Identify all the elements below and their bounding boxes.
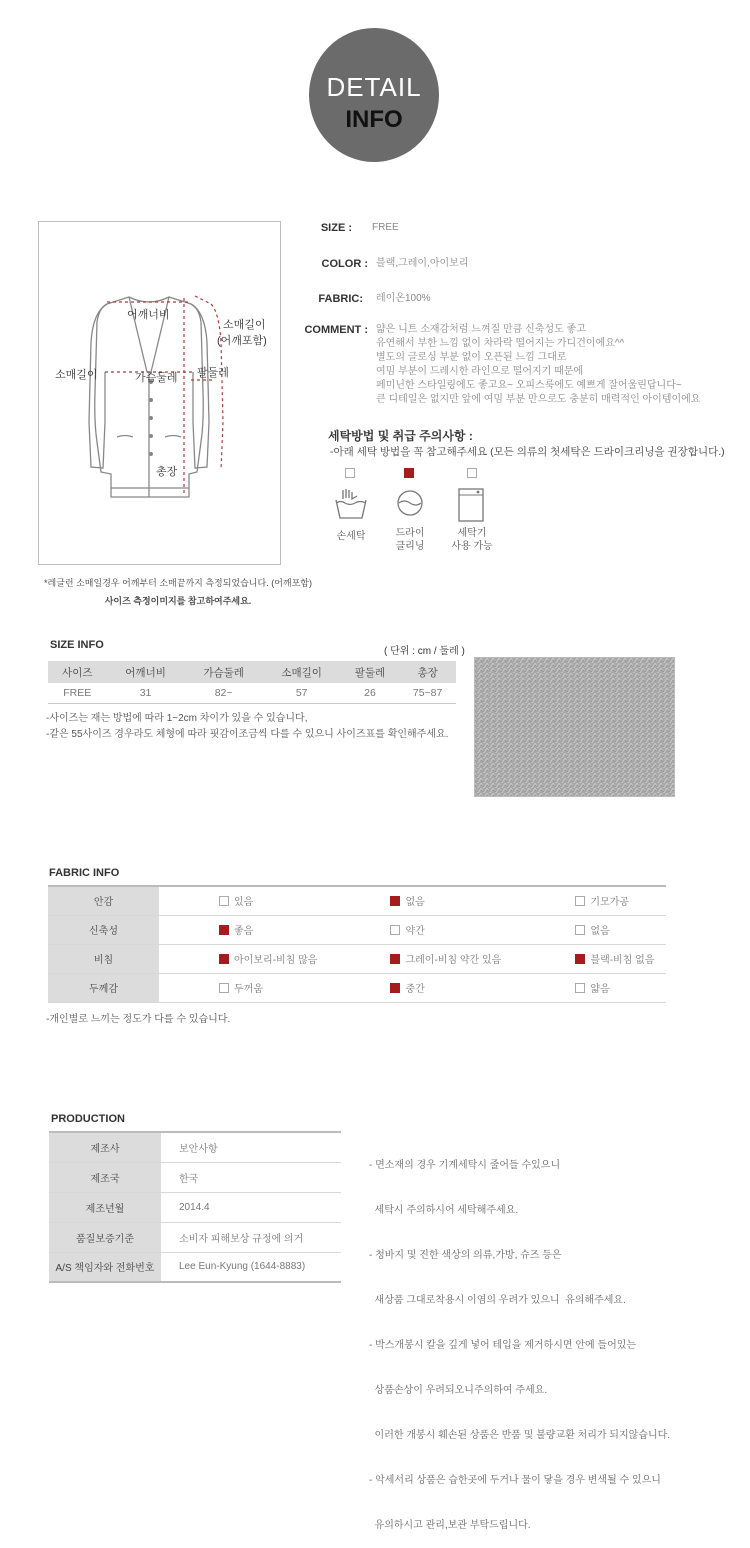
option-text: 얇음 xyxy=(590,984,610,995)
table-row xyxy=(49,1252,341,1282)
size-unit: ( 단위 : cm / 둘레 ) xyxy=(384,646,465,657)
option-text: 없음 xyxy=(590,926,610,937)
option-text: 없음 xyxy=(405,897,425,909)
fabric-row-label: 안감 xyxy=(48,886,159,915)
production-note-line: 상품손상이 우려되오니주의하여 주세요. xyxy=(369,1385,548,1396)
production-note-line: - 악세서리 상품은 습한곳에 두거나 물이 닿을 경우 변색될 수 있으니 xyxy=(369,1475,661,1486)
production-value: 소비자 피해보상 규정에 의거 xyxy=(161,1222,341,1252)
option-text: 아이보리-비침 많음 xyxy=(234,955,318,966)
option-text: 두꺼움 xyxy=(234,984,263,995)
production-note-line: 유의하시고 관리,보관 부탁드립니다. xyxy=(369,1520,531,1531)
size-cell: 75~87 xyxy=(399,683,456,703)
option-checkbox xyxy=(575,896,585,906)
option-checkbox xyxy=(219,983,229,993)
option-checkbox xyxy=(575,983,585,993)
size-cell: 26 xyxy=(341,683,400,703)
care-machine-label xyxy=(442,527,502,553)
washing-machine-icon xyxy=(457,487,485,523)
diagram-note-line: *레글런 소매일경우 어깨부터 소매끝까지 측정되었습니다. (어깨포함) xyxy=(44,578,312,588)
option-text: 그레이-비침 약간 있음 xyxy=(405,955,502,966)
label-sleeve-incl: (어깨포함) xyxy=(217,335,267,347)
fabric-texture-image xyxy=(474,657,675,797)
option-text: 좋음 xyxy=(234,926,254,937)
spec-fabric-key: FABRIC: xyxy=(318,293,363,305)
label-chest: 가슴둘레 xyxy=(135,372,178,384)
fabric-option xyxy=(330,886,515,915)
label-shoulder: 어깨너비 xyxy=(127,309,170,321)
spec-comment-key: COMMENT : xyxy=(304,324,368,336)
fabric-option xyxy=(159,886,330,915)
production-value: 보안사항 xyxy=(161,1132,341,1162)
comment-line: 얇은 니트 소재감처럼 느껴질 만큼 신축성도 좋고 xyxy=(376,324,586,335)
care-hand-wash-checkbox xyxy=(345,468,355,478)
care-title: 세탁방법 및 취급 주의사항 : xyxy=(328,429,473,443)
option-checkbox xyxy=(219,896,229,906)
care-label-line: 손세탁 xyxy=(336,531,366,542)
size-diagram xyxy=(38,221,281,565)
production-value: Lee Eun-Kyung (1644-8883) xyxy=(161,1252,341,1282)
production-value: 한국 xyxy=(161,1162,341,1192)
table-row xyxy=(49,1162,341,1192)
production-note-line: 세탁시 주의하시어 세탁해주세요. xyxy=(369,1205,519,1216)
table-row xyxy=(49,1222,341,1252)
care-label-line: 드라이 xyxy=(395,528,425,539)
option-text: 블랙-비침 없음 xyxy=(590,955,655,966)
size-header-cell: 어깨너비 xyxy=(107,661,185,683)
care-machine-checkbox xyxy=(467,468,477,478)
fabric-row-label: 비침 xyxy=(48,944,159,973)
production-value: 2014.4 xyxy=(161,1192,341,1222)
knit-texture-pattern xyxy=(475,658,675,797)
option-checkbox xyxy=(390,954,400,964)
diagram-note xyxy=(38,574,318,610)
size-header-cell: 팔둘레 xyxy=(341,661,400,683)
fabric-option xyxy=(515,886,666,915)
production-note-line: - 청바지 및 진한 색상의 의류,가방, 슈즈 등은 xyxy=(369,1250,562,1261)
diagram-note-line: 사이즈 측정이미지를 참고하여주세요. xyxy=(104,596,252,606)
fabric-table xyxy=(48,885,666,1003)
badge-line1: DETAIL xyxy=(326,72,422,102)
size-table xyxy=(48,661,456,704)
size-cell: 82~ xyxy=(185,683,263,703)
hand-wash-icon xyxy=(333,486,369,522)
table-row xyxy=(49,1192,341,1222)
care-label-line: 사용 가능 xyxy=(451,541,493,552)
size-notes xyxy=(46,711,448,743)
fabric-row-label: 신축성 xyxy=(48,915,159,944)
production-note-line: - 박스개봉시 칼을 깊게 넣어 테입을 제거하시면 안에 들어있는 xyxy=(369,1340,637,1351)
fabric-option xyxy=(515,973,666,1002)
spec-color-key: COLOR : xyxy=(321,258,368,270)
fabric-option xyxy=(515,915,666,944)
option-checkbox xyxy=(575,925,585,935)
table-row xyxy=(48,944,666,973)
table-row xyxy=(48,915,666,944)
care-subtitle: -아래 세탁 방법을 꼭 참고해주세요 (모든 의류의 첫세탁은 드라이크리닝을 권장합니다.) xyxy=(330,446,725,458)
fabric-option xyxy=(515,944,666,973)
fabric-row-label: 두께감 xyxy=(48,973,159,1002)
size-header-cell: 사이즈 xyxy=(48,661,107,683)
size-header-cell: 가슴둘레 xyxy=(185,661,263,683)
comment-line: 유연해서 부한 느낌 없이 차라락 떨어지는 가디건이에요^^ xyxy=(376,338,625,349)
comment-line: 별도의 글로싱 부분 없이 오픈된 느낌 그대로 xyxy=(376,352,567,363)
fabric-info-title: FABRIC INFO xyxy=(49,867,120,879)
size-note-line: -사이즈는 재는 방법에 따라 1~2cm 차이가 있을 수 있습니다, xyxy=(46,713,308,724)
production-label: 제조사 xyxy=(49,1132,161,1162)
table-row xyxy=(48,973,666,1002)
table-row xyxy=(48,683,456,703)
option-checkbox xyxy=(219,925,229,935)
table-row xyxy=(49,1132,341,1162)
fabric-option xyxy=(330,915,515,944)
production-label: 제조국 xyxy=(49,1162,161,1192)
comment-line: 여밈 부분이 드레시한 라인으로 떨어지기 때문에 xyxy=(376,366,584,377)
option-checkbox xyxy=(390,983,400,993)
production-note-line: 이러한 개봉시 훼손된 상품은 반품 및 불량교환 처리가 되지않습니다. xyxy=(369,1430,671,1441)
detail-info-badge xyxy=(309,28,439,162)
size-info-title: SIZE INFO xyxy=(50,639,104,651)
fabric-option xyxy=(159,915,330,944)
option-checkbox xyxy=(219,954,229,964)
care-label-line: 클리닝 xyxy=(395,541,425,552)
size-header-cell: 총장 xyxy=(399,661,456,683)
size-header-cell: 소매길이 xyxy=(263,661,341,683)
fabric-note: -개인별로 느끼는 정도가 다를 수 있습니다. xyxy=(46,1014,231,1025)
care-hand-wash-label xyxy=(321,530,381,543)
care-dry-clean-label xyxy=(380,527,440,553)
dry-clean-icon xyxy=(395,488,425,518)
option-text: 약간 xyxy=(405,926,425,937)
size-cell: FREE xyxy=(48,683,107,703)
fabric-option xyxy=(330,973,515,1002)
production-title: PRODUCTION xyxy=(51,1113,125,1125)
spec-fabric-value: 레이온100% xyxy=(376,293,431,304)
comment-line: 페미닌한 스타일링에도 좋고요~ 오피스룩에도 예쁘게 잘어울린답니다~ xyxy=(376,380,682,391)
spec-size-key: SIZE : xyxy=(320,222,352,234)
production-label: A/S 책임자와 전화번호 xyxy=(49,1252,161,1282)
option-checkbox xyxy=(390,896,400,906)
size-table-header xyxy=(48,661,456,683)
option-checkbox xyxy=(390,925,400,935)
spec-comment-value xyxy=(376,323,726,407)
production-label: 제조년월 xyxy=(49,1192,161,1222)
production-table xyxy=(49,1131,341,1283)
fabric-option xyxy=(330,944,515,973)
option-text: 있음 xyxy=(234,897,254,909)
size-cell: 57 xyxy=(263,683,341,703)
option-text: 기모가공 xyxy=(590,897,630,909)
production-note-line: - 면소재의 경우 기계세탁시 줄어들 수있으니 xyxy=(369,1160,561,1171)
spec-size-value: FREE xyxy=(372,222,399,233)
label-total: 총장 xyxy=(156,466,178,478)
cardigan-outline-illustration xyxy=(39,222,282,566)
badge-line2: INFO xyxy=(345,106,403,133)
spec-color-value: 블랙,그레이,아이보리 xyxy=(376,258,469,269)
production-label: 품질보증기준 xyxy=(49,1222,161,1252)
option-checkbox xyxy=(575,954,585,964)
label-sleeve-left: 소매길이 xyxy=(55,369,98,381)
care-dry-clean-checkbox xyxy=(404,468,414,478)
label-sleeve-length: 소매길이 xyxy=(223,319,266,331)
option-text: 중간 xyxy=(405,984,425,995)
table-row xyxy=(48,886,666,915)
fabric-option xyxy=(159,973,330,1002)
size-note-line: -같은 55사이즈 경우라도 체형에 따라 핏감이조금씩 다를 수 있으니 사이즈표를 확인해주세요. xyxy=(46,729,449,740)
care-label-line: 세탁기 xyxy=(457,528,487,539)
label-arm: 팔둘레 xyxy=(197,367,229,379)
production-note-line: 새상품 그대로착용시 이염의 우려가 있으니 유의해주세요. xyxy=(369,1295,626,1306)
production-notes xyxy=(369,1128,670,1548)
fabric-option xyxy=(159,944,330,973)
size-cell: 31 xyxy=(107,683,185,703)
comment-line: 큰 디테일은 없지만 앞에 여밈 부분 만으로도 충분히 매력적인 아이템이에요 xyxy=(376,394,701,405)
